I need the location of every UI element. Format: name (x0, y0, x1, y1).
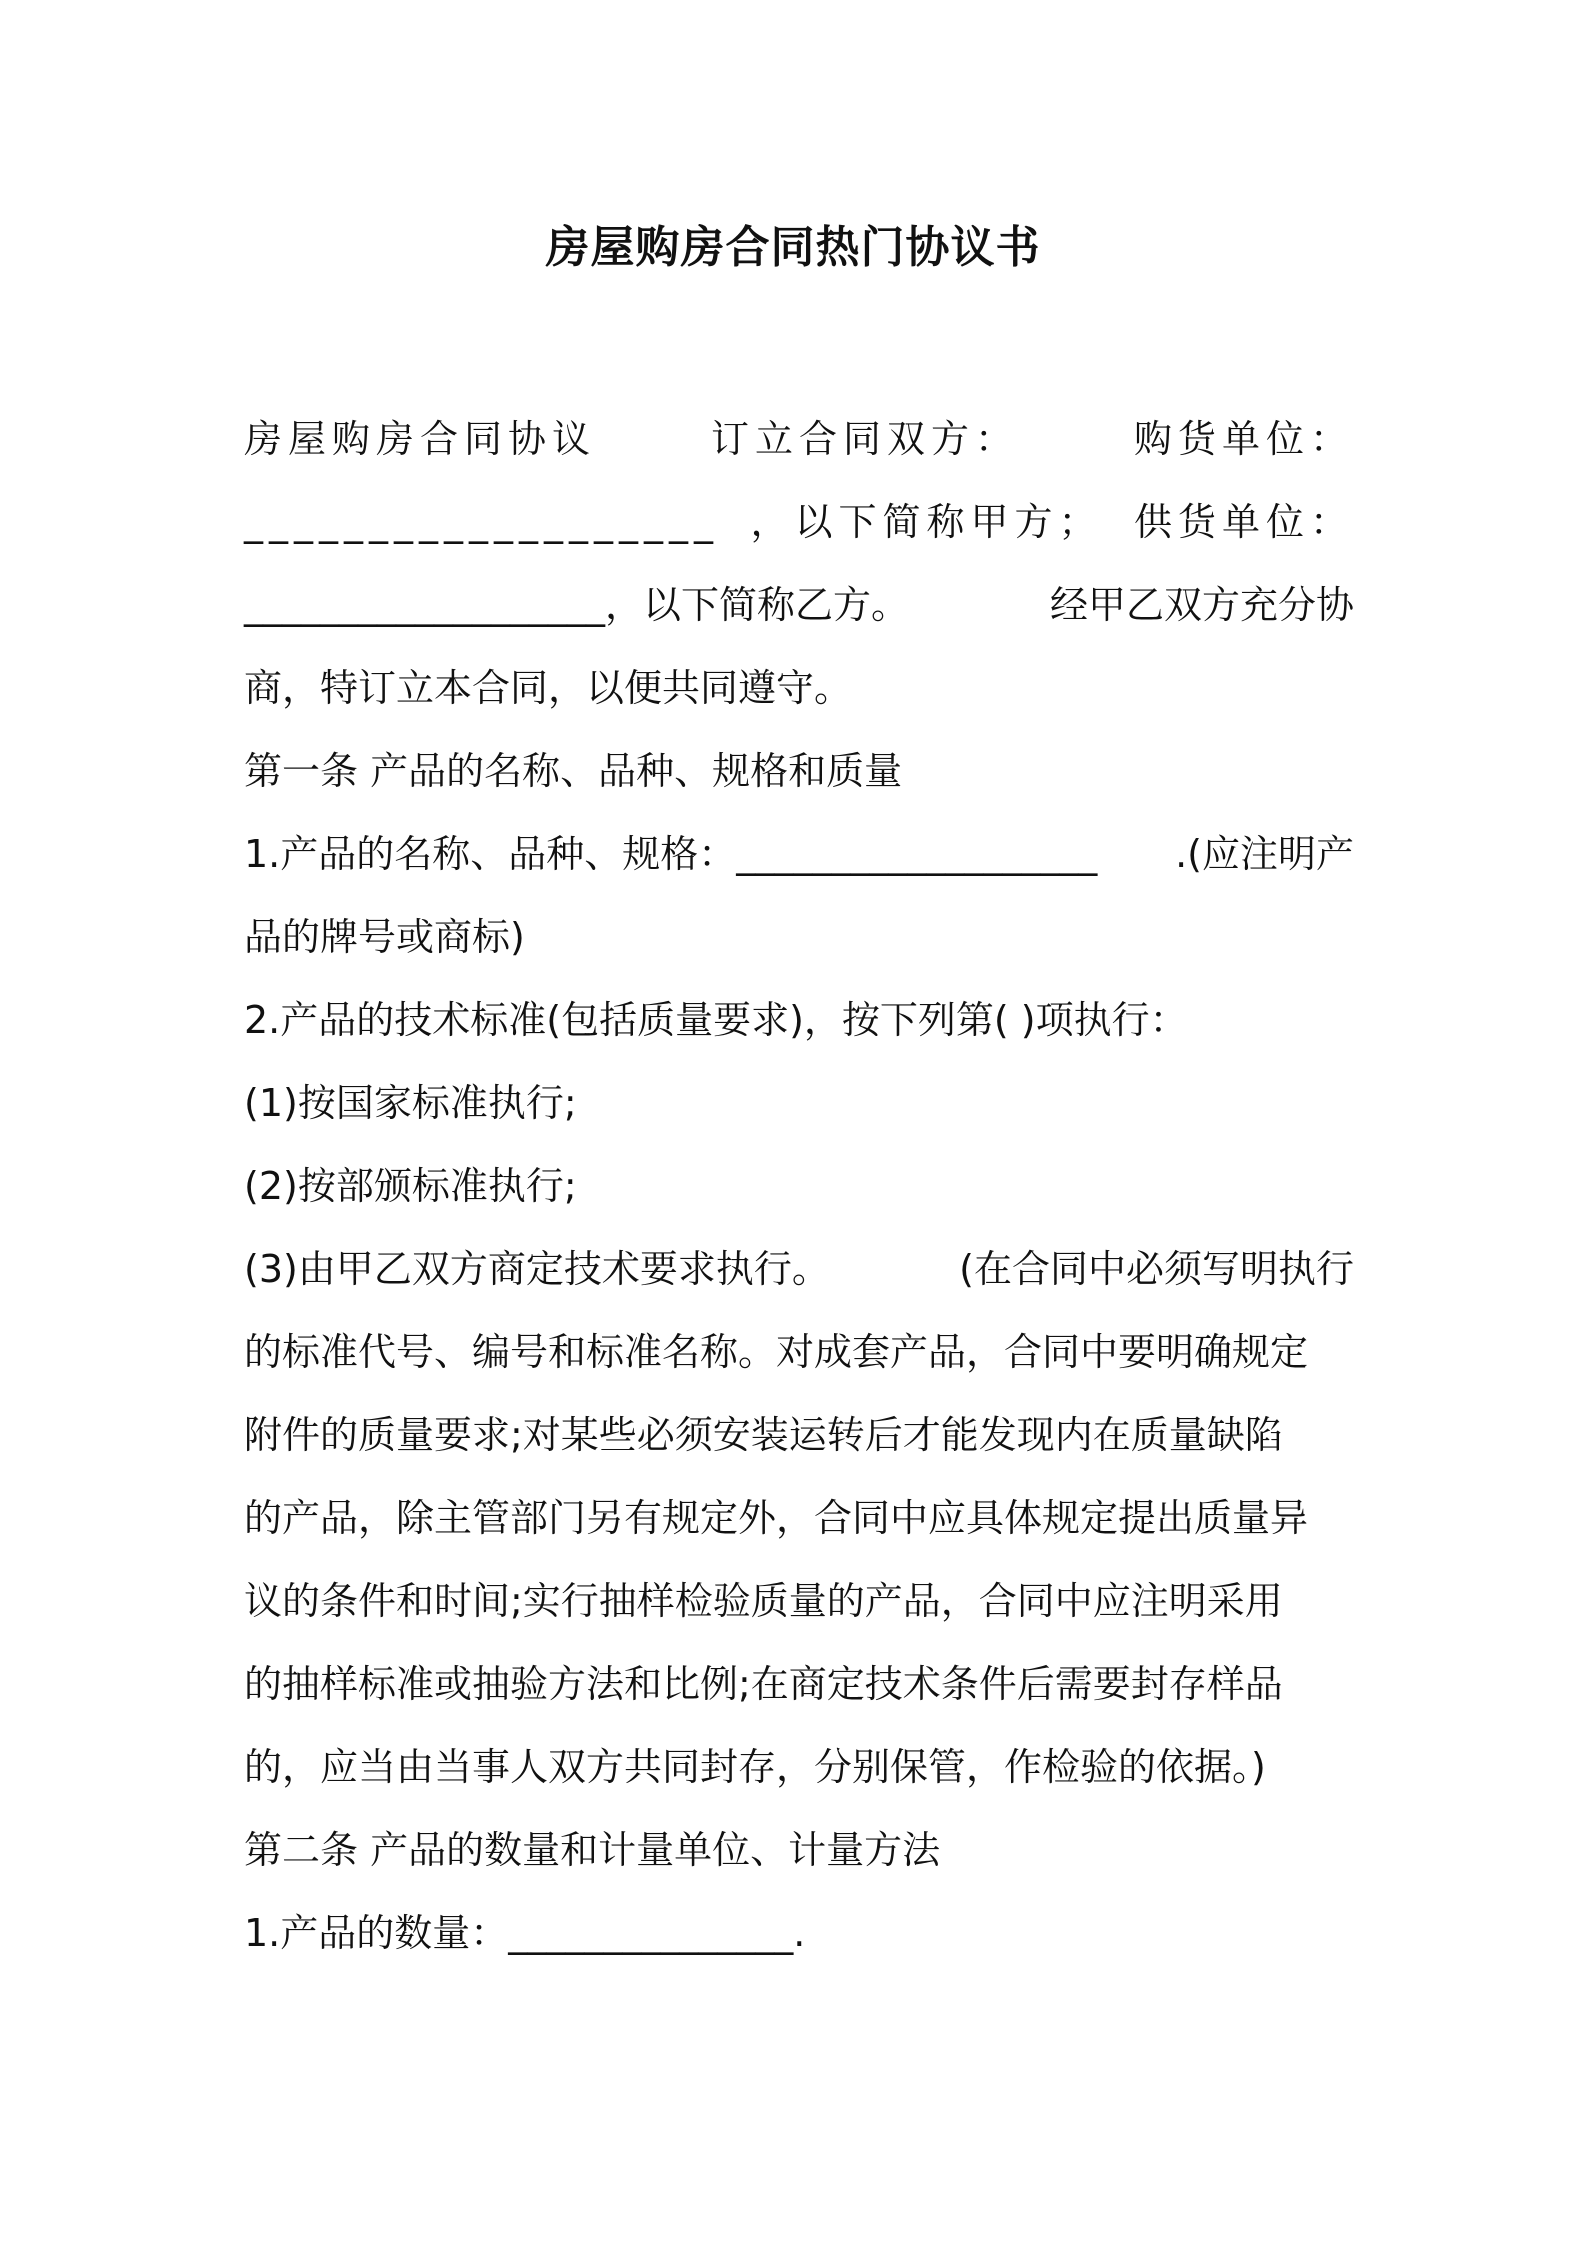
intro-parties-label: 订立合同双方： (710, 417, 1019, 461)
intro-party-a: ，以下简称甲方； (750, 500, 1103, 544)
article-1-item-1-cont: 品的牌号或商标) (244, 915, 525, 959)
note-line: 的标准代号、编号和标准名称。对成套产品，合同中要明确规定 (244, 1330, 1309, 1374)
product-name-blank: ___________________ (736, 832, 1098, 876)
option-3-text: (3)由甲乙双方商定技术要求执行。 (244, 1247, 830, 1291)
intro-line-1 (244, 398, 1354, 481)
note-line: 附件的质量要求;对某些必须安装运转后才能发现内在质量缺陷 (244, 1413, 1283, 1457)
article-1-item-1 (244, 813, 1354, 896)
option-2: (2)按部颁标准执行; (244, 1164, 577, 1208)
note-line: 的，应当由当事人双方共同封存，分别保管，作检验的依据。) (244, 1745, 1266, 1789)
article-1-heading: 第一条 产品的名称、品种、规格和质量 (244, 749, 903, 793)
quantity-blank: _______________ (508, 1911, 794, 1955)
option-3 (244, 1228, 1354, 1311)
document-body (244, 398, 1354, 1975)
item-1-note: .(应注明产 (1175, 832, 1354, 876)
item-1-label: 1.产品的名称、品种、规格： (244, 832, 737, 876)
note-line: 议的条件和时间;实行抽样检验质量的产品，合同中应注明采用 (244, 1579, 1283, 1623)
buyer-blank: ___________________ (244, 500, 719, 544)
quantity-label: 1.产品的数量： (244, 1911, 509, 1955)
intro-line-4: 商，特订立本合同，以便共同遵守。 (244, 666, 853, 710)
intro-supplier-label: 供货单位： (1133, 500, 1354, 544)
document-title: 房屋购房合同热门协议书 (545, 222, 1041, 273)
option-3-note: (在合同中必须写明执行 (959, 1247, 1354, 1291)
article-2-heading: 第二条 产品的数量和计量单位、计量方法 (244, 1828, 941, 1872)
intro-party-b: ，以下简称乙方。 (605, 583, 910, 627)
intro-buyer-label: 购货单位： (1133, 417, 1354, 461)
intro-line-2 (244, 481, 1354, 564)
option-1: (1)按国家标准执行; (244, 1081, 577, 1125)
supplier-blank: ___________________ (244, 583, 605, 627)
note-line: 的产品，除主管部门另有规定外，合同中应具体规定提出质量异 (244, 1496, 1309, 1540)
article-2-item-1 (244, 1892, 1354, 1975)
article-1-item-2: 2.产品的技术标准(包括质量要求)，按下列第( )项执行： (244, 998, 1188, 1042)
intro-consult: 经甲乙双方充分协 (1049, 583, 1354, 627)
intro-contract-name: 房屋购房合同协议 (244, 417, 597, 461)
intro-line-3 (244, 564, 1354, 647)
note-line: 的抽样标准或抽验方法和比例;在商定技术条件后需要封存样品 (244, 1662, 1283, 1706)
quantity-end: . (793, 1911, 806, 1955)
